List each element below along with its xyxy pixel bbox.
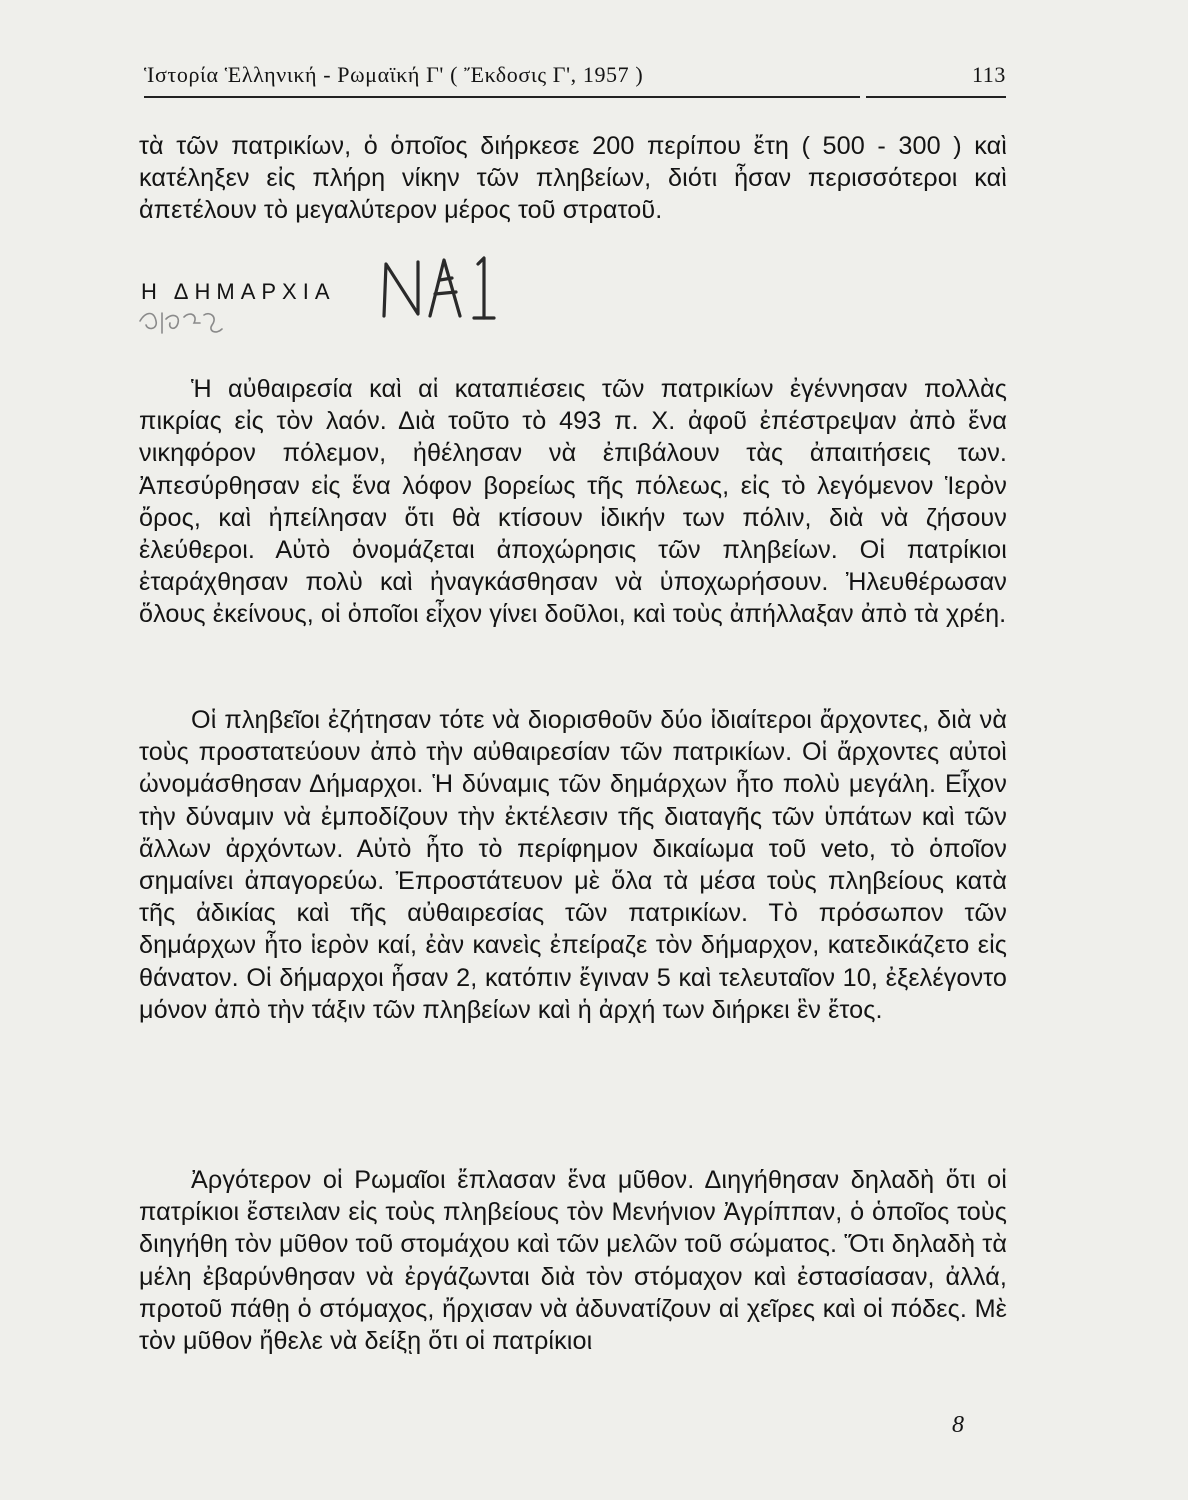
paragraph-4: [139, 1164, 1007, 1357]
header-rule-right: [866, 96, 1006, 98]
page-number: 113: [972, 62, 1006, 87]
handwritten-nai-drawing: [378, 254, 508, 324]
paragraph-3: [139, 704, 1007, 1026]
paragraph-2: [139, 373, 1007, 631]
paragraph-2-text: Ἡ αὐθαιρεσία καὶ αἱ καταπιέσεις τῶν πατρικίων ἐγέννησαν πολλὰς πικρίας εἰς τὸν λαόν. Διὰ τοῦτο τὸ 493 π. Χ. ἀφοῦ ἐπέστρεψαν ἀπὸ ἕνα νικηφόρον πόλεμον, ἠθέλησαν νὰ ἐπιβάλουν τὰς ἀπαιτήσεις των. Ἀπεσύρθησαν εἰς ἕνα λόφον βορείως τῆς πόλεως, εἰς τὸ λεγόμενον Ἱερὸν ὄρος, καὶ ἠπείλησαν ὅτι θὰ κτίσουν ἰδικήν των πόλιν, διὰ νὰ ζήσουν ἐλεύθεροι. Αὐτὸ ὀνομάζεται ἀποχώρησις τῶν πληβείων. Οἱ πατρίκιοι ἐταράχθησαν πολὺ καὶ ἠναγκάσθησαν νὰ ὑποχωρήσουν. Ἠλευθέρωσαν ὅλους ἐκείνους, οἱ ὁποῖοι εἶχον γίνει δοῦλοι, καὶ τοὺς ἀπήλλαξαν ἀπὸ τὰ χρέη.: [139, 375, 1007, 629]
running-title: Ἱστορία Ἑλληνική - Ρωμαϊκή Γ' ( Ἔκδοσις Γ', 1957 ): [144, 62, 644, 87]
paragraph-1: [139, 130, 1007, 227]
handwritten-nai-mark: [378, 254, 508, 324]
signature-mark: 8: [952, 1412, 964, 1438]
pencil-scribble: [136, 299, 226, 339]
paragraph-3-text: Οἱ πληβεῖοι ἐζήτησαν τότε νὰ διορισθοῦν δύο ἰδιαίτεροι ἄρχοντες, διὰ νὰ τοὺς προστατεύουν ἀπὸ τὴν αὐθαιρεσίαν τῶν πατρικίων. Οἱ ἄρχοντες αὐτοὶ ὠνομάσθησαν Δήμαρχοι. Ἡ δύναμις τῶν δημάρχων ἦτο πολὺ μεγάλη. Εἶχον τὴν δύναμιν νὰ ἐμποδίζουν τὴν ἐκτέλεσιν τῆς διαταγῆς τῶν ὑπάτων καὶ τῶν ἄλλων ἀρχόντων. Αὐτὸ ἦτο τὸ περίφημον δικαίωμα τοῦ veto, τὸ ὁποῖον σημαίνει ἀπαγορεύω. Ἐπροστάτευον μὲ ὅλα τὰ μέσα τοὺς πληβείους κατὰ τῆς ἀδικίας καὶ τῆς αὐθαιρεσίας τῶν πατρικίων. Τὸ πρόσωπον τῶν δημάρχων ἦτο ἱερὸν καί, ἐὰν κανεὶς ἐπείραζε τὸν δήμαρχον, κατεδικάζετο εἰς θάνατον. Οἱ δήμαρχοι ἦσαν 2, κατόπιν ἔγιναν 5 καὶ τελευταῖον 10, ἐξελέγοντο μόνον ἀπὸ τὴν τάξιν τῶν πληβείων καὶ ἡ ἀρχή των διήρκει ἓν ἔτος.: [139, 706, 1007, 1024]
section-heading: Η ΔΗΜΑΡΧΙΑ: [141, 279, 336, 304]
paragraph-4-text: Ἀργότερον οἱ Ρωμαῖοι ἔπλασαν ἕνα μῦθον. Διηγήθησαν δηλαδὴ ὅτι οἱ πατρίκιοι ἔστειλαν εἰς τοὺς πληβείους τὸν Μενήνιον Ἀγρίππαν, ὁ ὁποῖος τοὺς διηγήθη τὸν μῦθον τοῦ στομάχου καὶ τῶν μελῶν τοῦ σώματος. Ὅτι δηλαδὴ τὰ μέλη ἐβαρύνθησαν νὰ ἐργάζωνται διὰ τὸν στόμαχον καὶ ἐστασίασαν, ἀλλά, προτοῦ πάθῃ ὁ στόμαχος, ἤρχισαν νὰ ἀδυνατίζουν αἱ χεῖρες καὶ οἱ πόδες. Μὲ τὸν μῦθον ἤθελε νὰ δείξῃ ὅτι οἱ πατρίκιοι: [139, 1166, 1007, 1356]
paragraph-1-text: τὰ τῶν πατρικίων, ὁ ὁποῖος διήρκεσε 200 περίπου ἔτη ( 500 - 300 ) καὶ κατέληξεν εἰς πλήρη νίκην τῶν πληβείων, διότι ἦσαν περισσότεροι καὶ ἀπετέλουν τὸ μεγαλύτερον μέρος τοῦ στρατοῦ.: [139, 132, 1007, 225]
pencil-annotation: [136, 299, 226, 339]
running-header: [144, 62, 1006, 88]
header-rule: [144, 96, 860, 98]
